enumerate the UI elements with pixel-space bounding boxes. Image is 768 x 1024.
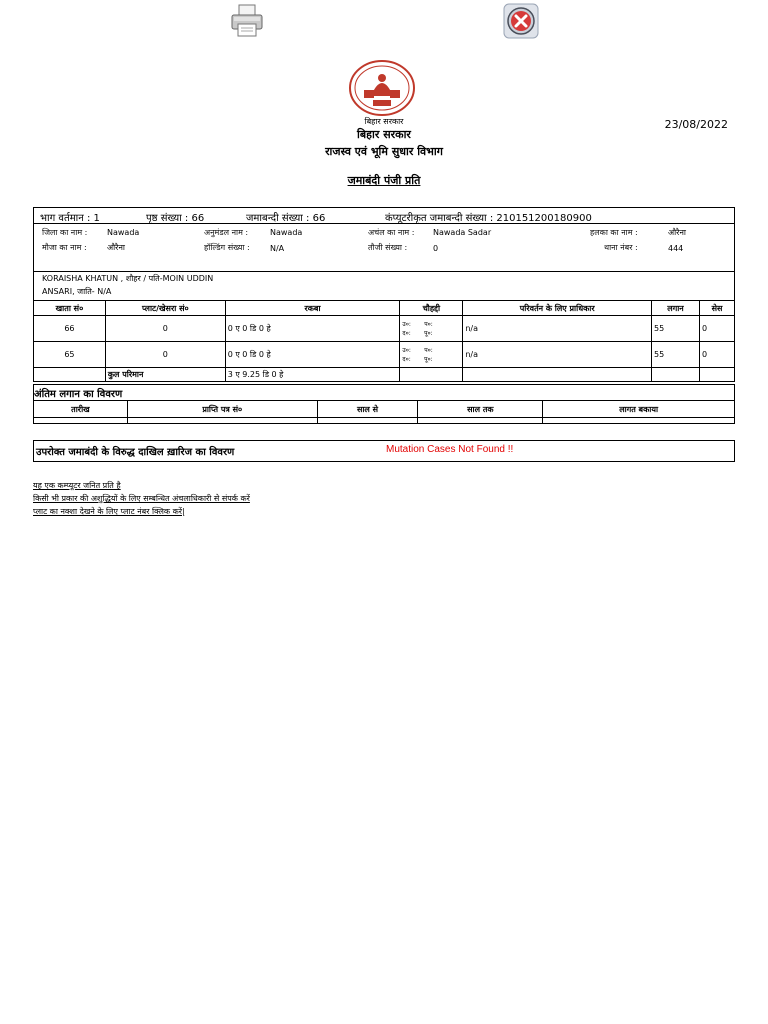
printer-icon bbox=[229, 2, 265, 40]
total-label: कुल परिमान bbox=[105, 368, 225, 382]
thana-value: 444 bbox=[668, 244, 684, 253]
khata-cell: 65 bbox=[34, 342, 106, 368]
owner-line-1: KORAISHA KHATUN , शौहर / पति-MOIN UDDIN bbox=[42, 274, 214, 283]
column-header: प्राप्ति पत्र सं० bbox=[127, 401, 317, 418]
bhag-value: 1 bbox=[93, 213, 100, 224]
holding-value: N/A bbox=[270, 244, 285, 253]
anumandal-value: Nawada bbox=[270, 228, 303, 237]
empty-cell bbox=[418, 418, 543, 424]
close-button[interactable] bbox=[503, 2, 539, 40]
jila-value: Nawada bbox=[107, 228, 140, 237]
lagan-cell: 55 bbox=[652, 316, 700, 342]
note-contact-officer: किसी भी प्रकार की अशुद्धियों के लिए सम्बन्धित अंचलाधिकारी से संपर्क करें bbox=[33, 494, 250, 503]
total-row bbox=[34, 368, 735, 382]
authority-cell: n/a bbox=[463, 342, 652, 368]
column-header: खाता सं० bbox=[34, 301, 106, 316]
column-header: सेस bbox=[699, 301, 734, 316]
print-date: 23/08/2022 bbox=[664, 118, 728, 131]
mauja-value: औरैना bbox=[107, 243, 125, 252]
east-label: पू०: bbox=[424, 329, 433, 337]
ses-cell: 0 bbox=[699, 316, 734, 342]
jila-label: जिला का नाम : bbox=[42, 228, 88, 237]
table-header-row bbox=[34, 401, 735, 418]
holding-label: हॉल्डिंग संख्या : bbox=[204, 243, 250, 252]
column-header: चौहद्दी bbox=[400, 301, 463, 316]
anumandal-label: अनुमंडल नाम : bbox=[204, 228, 249, 237]
prishth-value: 66 bbox=[191, 213, 205, 224]
khata-table bbox=[33, 300, 735, 382]
prishth-label: पृष्ठ संख्या : bbox=[146, 213, 189, 224]
khata-cell: 66 bbox=[34, 316, 106, 342]
total-value: 3 ए 9.25 डि 0 हे bbox=[225, 368, 400, 382]
rakba-cell: 0 ए 0 डि 0 हे bbox=[225, 316, 400, 342]
empty-cell bbox=[652, 368, 700, 382]
table-row bbox=[34, 342, 735, 368]
lagan-table bbox=[33, 400, 735, 424]
west-label: प०: bbox=[424, 346, 433, 354]
column-header: साल तक bbox=[418, 401, 543, 418]
details-divider bbox=[33, 223, 735, 224]
computer-jamabandi-value: 210151200180900 bbox=[496, 213, 592, 224]
chauhaddi-cell bbox=[400, 342, 463, 368]
empty-cell bbox=[400, 368, 463, 382]
east-label: पू०: bbox=[424, 355, 433, 363]
table-row bbox=[34, 316, 735, 342]
close-circle-x-icon bbox=[503, 2, 539, 40]
column-header: रकबा bbox=[225, 301, 400, 316]
department-name: राजस्व एवं भूमि सुधार विभाग bbox=[325, 145, 443, 158]
tauji-label: तौजी संख्या : bbox=[368, 243, 408, 252]
prishth-field bbox=[146, 210, 204, 224]
table-row bbox=[34, 418, 735, 424]
north-label: उ०: bbox=[402, 346, 411, 354]
lagan-cell: 55 bbox=[652, 342, 700, 368]
authority-cell: n/a bbox=[463, 316, 652, 342]
plot-link[interactable]: 0 bbox=[105, 316, 225, 342]
south-label: द०: bbox=[402, 355, 411, 363]
column-header: साल से bbox=[317, 401, 418, 418]
anchal-label: अचंल का नाम : bbox=[368, 228, 415, 237]
mauja-label: मौजा का नाम : bbox=[42, 243, 87, 252]
west-label: प०: bbox=[424, 320, 433, 328]
note-computer-generated: यह एक कम्प्यूटर जनित प्रति है bbox=[33, 481, 121, 490]
jamabandi-label: जमाबन्दी संख्या : bbox=[246, 213, 310, 224]
halka-value: औरैना bbox=[668, 228, 686, 237]
lagan-section-title: अंतिम लगान का विवरण bbox=[34, 389, 123, 400]
jamabandi-value: 66 bbox=[312, 213, 326, 224]
column-header: लागत बकाया bbox=[543, 401, 735, 418]
computer-jamabandi-field bbox=[385, 210, 592, 224]
page-title: जमाबंदी पंजी प्रति bbox=[347, 174, 421, 187]
table-header-row bbox=[34, 301, 735, 316]
ses-cell: 0 bbox=[699, 342, 734, 368]
government-name: बिहार सरकार bbox=[357, 128, 411, 141]
print-button[interactable] bbox=[229, 2, 265, 40]
empty-cell bbox=[463, 368, 652, 382]
owner-line-2: ANSARI, जाति- N/A bbox=[42, 287, 112, 296]
empty-cell bbox=[34, 418, 128, 424]
computer-jamabandi-label: कंप्यूटरीकृत जमाबन्दी संख्या : bbox=[385, 213, 494, 224]
mutation-status: Mutation Cases Not Found !! bbox=[386, 444, 514, 455]
halka-label: हलका का नाम : bbox=[590, 228, 638, 237]
empty-cell bbox=[699, 368, 734, 382]
tauji-value: 0 bbox=[433, 244, 439, 253]
plot-link[interactable]: 0 bbox=[105, 342, 225, 368]
anchal-value: Nawada Sadar bbox=[433, 228, 492, 237]
mutation-label: उपरोक्त जमाबंदी के विरुद्ध दाखिल ख़ारिज का विवरण bbox=[36, 447, 235, 458]
bhag-field bbox=[40, 210, 100, 224]
bhag-label: भाग वर्तमान : bbox=[40, 213, 91, 224]
south-label: द०: bbox=[402, 329, 411, 337]
column-header: तारीख bbox=[34, 401, 128, 418]
note-plot-map-link[interactable]: प्लाट का नक्शा देखने के लिए प्लाट नंबर क्लिक करें| bbox=[33, 507, 185, 516]
government-subtitle: बिहार सरकार bbox=[364, 117, 404, 126]
column-header: परिवर्तन के लिए प्राधिकार bbox=[463, 301, 652, 316]
rakba-cell: 0 ए 0 डि 0 हे bbox=[225, 342, 400, 368]
empty-cell bbox=[34, 368, 106, 382]
empty-cell bbox=[127, 418, 317, 424]
thana-label: थाना नंबर : bbox=[604, 243, 638, 252]
bihar-government-emblem bbox=[349, 60, 415, 116]
empty-cell bbox=[543, 418, 735, 424]
details-box bbox=[33, 207, 735, 272]
north-label: उ०: bbox=[402, 320, 411, 328]
empty-cell bbox=[317, 418, 418, 424]
column-header: लगान bbox=[652, 301, 700, 316]
jamabandi-field bbox=[246, 210, 325, 224]
column-header: प्लाट/खेसरा सं० bbox=[105, 301, 225, 316]
chauhaddi-cell bbox=[400, 316, 463, 342]
